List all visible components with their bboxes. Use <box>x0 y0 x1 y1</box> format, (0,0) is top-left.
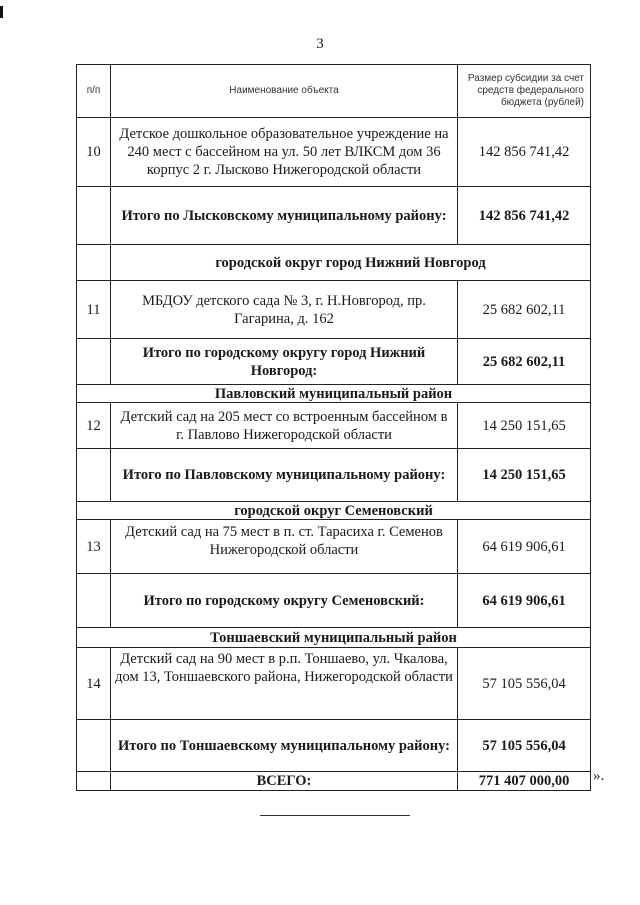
section-row <box>77 502 591 520</box>
subtotal-amount: 64 619 906,61 <box>458 574 591 628</box>
footer-divider-line <box>260 815 410 816</box>
table-header-row <box>77 65 591 118</box>
section-title: Тоншаевский муниципальный район <box>77 628 591 648</box>
grand-total-label: ВСЕГО: <box>111 772 458 791</box>
subtotal-amount: 25 682 602,11 <box>458 339 591 385</box>
table-row <box>77 118 591 187</box>
subtotal-label: Итого по городскому округу Семеновский: <box>111 574 458 628</box>
table-row <box>77 520 591 574</box>
header-amount: Размер субсидии за счет средств федерального бюджета (рублей) <box>458 65 591 118</box>
subtotal-label: Итого по Павловскому муниципальному району: <box>111 449 458 502</box>
row-num: 14 <box>77 648 111 720</box>
page-number: 3 <box>316 36 324 52</box>
row-amount: 64 619 906,61 <box>458 520 591 574</box>
row-name: Детское дошкольное образовательное учреждение на 240 мест с бассейном на ул. 50 лет ВЛКСМ дом 36 корпус 2 г. Лысково Нижегородской области <box>111 118 458 187</box>
closing-quote: ». <box>593 768 605 784</box>
section-row <box>77 628 591 648</box>
section-row <box>77 245 591 281</box>
row-amount: 142 856 741,42 <box>458 118 591 187</box>
subtotal-row <box>77 187 591 245</box>
row-num: 11 <box>77 281 111 339</box>
row-num: 12 <box>77 403 111 449</box>
grand-total-row <box>77 772 591 791</box>
row-num: 13 <box>77 520 111 574</box>
subtotal-row <box>77 574 591 628</box>
section-title: городской округ Семеновский <box>77 502 591 520</box>
row-num: 10 <box>77 118 111 187</box>
subtotal-amount: 142 856 741,42 <box>458 187 591 245</box>
section-title: Павловский муниципальный район <box>77 385 591 403</box>
subsidy-table <box>76 64 591 791</box>
header-num: п/п <box>77 65 111 118</box>
subtotal-amount: 57 105 556,04 <box>458 720 591 772</box>
subtotal-amount: 14 250 151,65 <box>458 449 591 502</box>
table-row <box>77 648 591 720</box>
row-name: Детский сад на 75 мест в п. ст. Тарасиха г. Семенов Нижегородской области <box>111 520 458 574</box>
row-amount: 57 105 556,04 <box>458 648 591 720</box>
header-name: Наименование объекта <box>111 65 458 118</box>
subtotal-row <box>77 720 591 772</box>
table-row <box>77 403 591 449</box>
grand-total-amount: 771 407 000,00 <box>458 772 591 791</box>
section-row <box>77 385 591 403</box>
subtotal-row <box>77 449 591 502</box>
row-name: МБДОУ детского сада № 3, г. Н.Новгород, пр. Гагарина, д. 162 <box>111 281 458 339</box>
row-name: Детский сад на 90 мест в р.п. Тоншаево, ул. Чкалова, дом 13, Тоншаевского района, Нижегородской области <box>111 648 458 720</box>
section-title: городской округ город Нижний Новгород <box>111 245 591 281</box>
subtotal-label: Итого по Лысковскому муниципальному району: <box>111 187 458 245</box>
row-name: Детский сад на 205 мест со встроенным бассейном в г. Павлово Нижегородской области <box>111 403 458 449</box>
subtotal-row <box>77 339 591 385</box>
subtotal-label: Итого по городскому округу город Нижний Новгород: <box>111 339 458 385</box>
row-amount: 25 682 602,11 <box>458 281 591 339</box>
row-amount: 14 250 151,65 <box>458 403 591 449</box>
table-row <box>77 281 591 339</box>
subtotal-label: Итого по Тоншаевскому муниципальному району: <box>111 720 458 772</box>
scan-corner-mark <box>0 6 3 18</box>
